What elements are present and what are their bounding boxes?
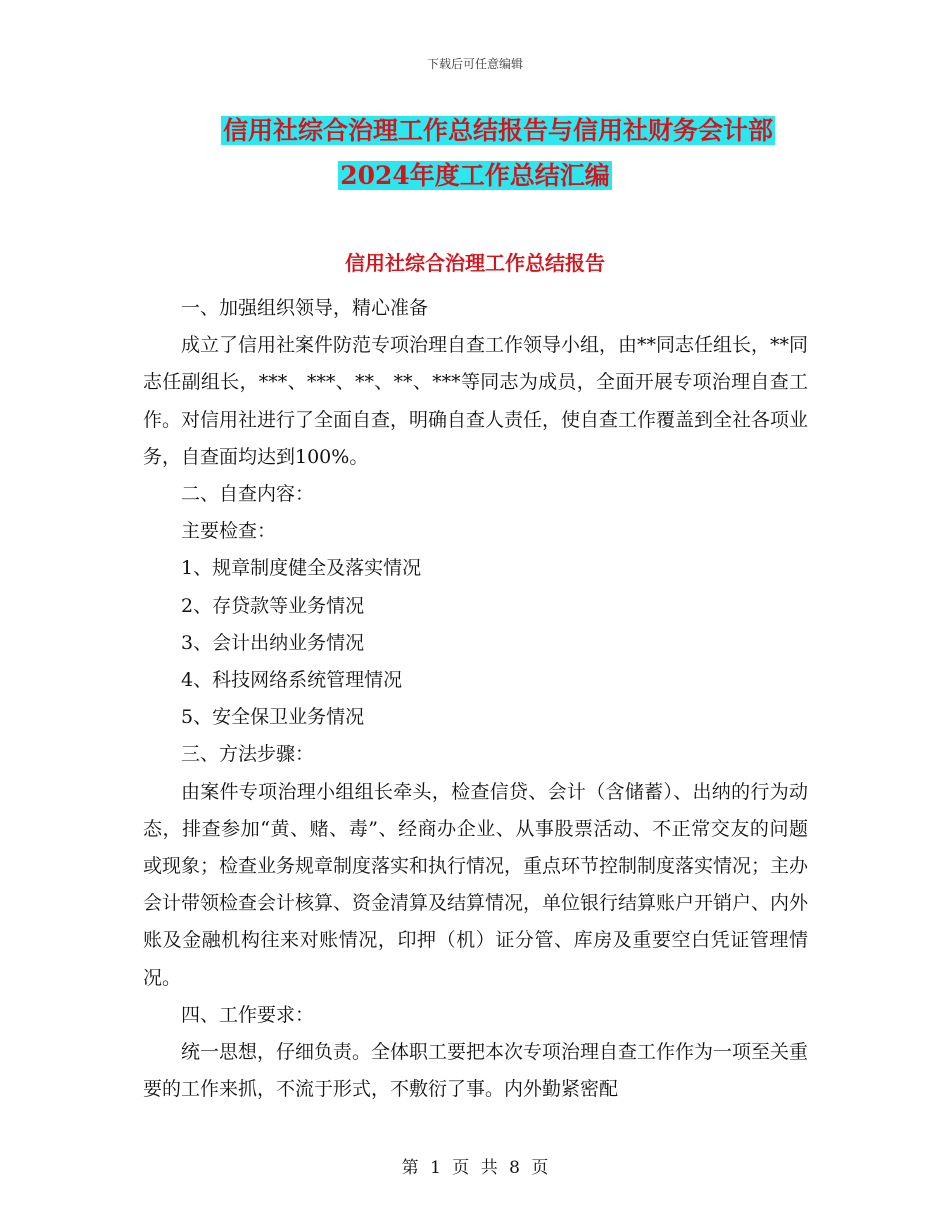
page-footer: 第 1 页 共 8 页 xyxy=(401,1158,549,1178)
heading-2: 二、自查内容： xyxy=(181,483,315,506)
header-note: 下载后可任意编辑 xyxy=(426,57,523,71)
paragraph-1: 成立了信用社案件防范专项治理自查工作领导小组，由**同志任组长，**同志任副组长，***、***、**、**、***等同志为成员，全面开展专项治理自查工作。对信用社进行了全面自查，明确自查人责任，使自查工作覆盖到全社各项业务，自查面均达到100%。 xyxy=(143,334,809,468)
document-body xyxy=(143,290,808,1108)
title-highlight-2: 2024年度工作总结汇编 xyxy=(340,161,610,190)
list-item-1: 1、规章制度健全及落实情况 xyxy=(181,557,422,580)
heading-3: 三、方法步骤： xyxy=(181,743,315,766)
paragraph-3: 统一思想，仔细负责。全体职工要把本次专项治理自查工作作为一项至关重要的工作来抓，不流于形式，不敷衍了事。内外勤紧密配 xyxy=(143,1041,809,1101)
heading-4: 四、工作要求： xyxy=(181,1003,315,1026)
section-title: 信用社综合治理工作总结报告 xyxy=(345,251,605,275)
title-highlight-1: 信用社综合治理工作总结报告与信用社财务会计部 xyxy=(222,116,773,145)
list-item-3: 3、会计出纳业务情况 xyxy=(181,631,365,654)
list-item-4: 4、科技网络系统管理情况 xyxy=(181,669,403,692)
list-item-5: 5、安全保卫业务情况 xyxy=(181,706,365,729)
heading-1: 一、加强组织领导，精心准备 xyxy=(181,297,429,319)
list-item-2: 2、存贷款等业务情况 xyxy=(181,594,365,617)
subheading-main-check: 主要检查： xyxy=(181,520,277,543)
document-title-line-1 xyxy=(0,112,950,150)
paragraph-2: 由案件专项治理小组组长牵头，检查信贷、会计（含储蓄）、出纳的行为动态，排查参加“黄、赌、毒”、经商办企业、从事股票活动、不正常交友的问题或现象；检查业务规章制度落实和执行情况，重点环节控制制度落实情况；主办会计带领检查会计核算、资金清算及结算情况，单位银行结算账户开销户、内外账及金融机构往来对账情况，印押（机）证分管、库房及重要空白凭证管理情况。 xyxy=(143,780,809,989)
document-title-line-2 xyxy=(0,157,950,195)
